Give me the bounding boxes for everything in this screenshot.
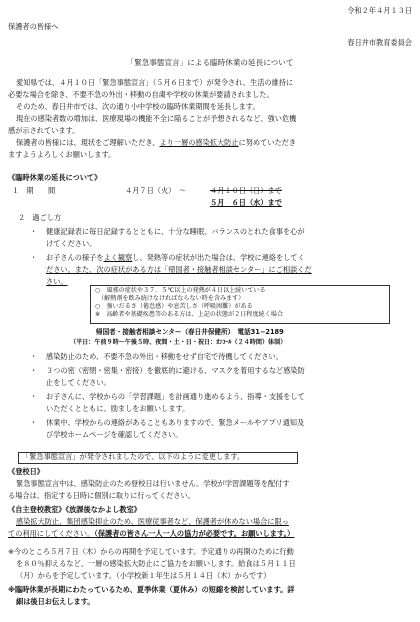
- list-item: 感染防止のため、不要不急の外出・移動をせず自宅で待機してください。: [46, 352, 283, 361]
- list-item: ３つの密（密閉・密集・密接）を徹底的に避ける、マスクを着用するなど感染防: [46, 366, 305, 375]
- emphasis-text: より一層の感染拡大防止: [159, 138, 239, 147]
- note-line: ※臨時休業が長期にわたっているため、夏季休業（夏休み）の短縮を検討しています。詳: [8, 585, 295, 594]
- list-item: けてください。: [46, 239, 97, 248]
- intro-line: そのため、春日井市では、次の通り小中学校の臨時休業期間を延長します。: [16, 102, 260, 111]
- sender: 春日井市教育委員会: [347, 38, 412, 47]
- list-item: いただくとともに、励ましをお願いします。: [46, 404, 190, 413]
- list-item: 健康記録表に毎日記録するとともに、十分な睡眠、バランスのとれた食事を心が: [46, 227, 305, 236]
- selfstudy-heading: 《自主登校教室》《放課後なかよし教室》: [8, 505, 141, 514]
- consultation-hours: （平日：午前９時〜午後５時、夜間・土・日・祝日：ｵﾝｺｰﾙ（２４時間）体制）: [70, 339, 287, 346]
- note-line: ※今のところ５月７日（木）からの再開を予定しています。予定通りの再開のために行動: [8, 547, 294, 556]
- intro-line: 保護者の皆様には、現状をご理解いただき、より一層の感染拡大防止に努めていただき: [16, 138, 297, 147]
- symptom-line: （解熱剤を飲み続けなければならない時を含みます）: [95, 295, 245, 303]
- symptoms-box: [90, 285, 390, 324]
- selfstudy-text: ての利用にしてください。（保護者の皆さん一人一人の協力が必要です。お願いします。）: [8, 529, 295, 538]
- bullet: ・: [30, 392, 38, 401]
- issue-date: 令和２年４月１３日: [347, 6, 412, 15]
- attendance-text: る場合は、指定する日時に個別に取りに行ってください。: [8, 491, 195, 500]
- bullet: ・: [30, 227, 38, 236]
- attendance-text: 緊急事態宣言中は、感染防止のため登校日は行いません。学校が学習課題等を配付す: [16, 479, 290, 488]
- list-item: お子さんに、学校からの「学習課題」を計画通り進めるよう、指導・支援をして: [46, 392, 305, 401]
- symptom-line: ○ 風邪の症状や３７．５℃以上の発熱が４日以上続いている: [95, 287, 266, 294]
- intro-line: 感が示されています。: [8, 126, 80, 135]
- how-label: ２ 過ごし方: [18, 213, 62, 222]
- document-title: 「緊急事態宣言」による臨時休業の延長について: [126, 58, 294, 67]
- declaration-text: 「緊急事態宣言」が発令されましたので、以下のように変更します。: [22, 452, 245, 461]
- symptom-line: ○ 強いだるさ（倦怠感）や息苦しさ（呼吸困難）がある: [95, 303, 253, 311]
- intro-line: 必要な場合を除き、不要不急の外出・移動の自粛や学校の休業が要請されました。: [8, 90, 274, 99]
- bullet: ・: [30, 352, 38, 361]
- selfstudy-text: 感染拡大防止、集団感染抑止のため、医療従事者など、保護者が休めない場合に限っ: [16, 517, 289, 526]
- intro-line: ますようよろしくお願いします。: [8, 150, 116, 159]
- bullet: ・: [30, 418, 38, 427]
- period-new-end: ５月 ６日（水）まで: [210, 198, 282, 207]
- period-label: １ 期 間: [12, 186, 56, 195]
- list-item: お子さんの様子をよく観察し、発熱等の症状が出た場合は、学校に連絡をしてく: [46, 253, 305, 262]
- list-item: 止をしてください。: [46, 378, 111, 387]
- intro-line: 現在の感染者数の増加は、医療現場の機能不全に陥ることが予想されるなど、強い危機: [16, 114, 297, 123]
- intro-line: 愛知県では、４月１０日「緊急事態宣言」（５月６日まで）が発令され、生活の維持に: [16, 78, 294, 87]
- bullet: ・: [30, 253, 38, 262]
- symptom-line: ※ 高齢者や基礎疾患等のある方は、上記の状態が２日程度続く場合: [95, 311, 283, 319]
- note-line: を８０％抑えるなど、一層の感染拡大防止にご協力をお願いします。給食は５月１１日: [16, 559, 296, 568]
- consultation-center: 帰国者・接触者相談センター（春日井保健所） 電話31−2189: [96, 328, 284, 336]
- period-start: ４月７日（火） 〜: [125, 186, 187, 195]
- period-old-end: ４月１０日（日）まで: [210, 186, 282, 195]
- list-item: さい。: [46, 277, 68, 286]
- note-line: （月）からを予定しています。（小学校新１年生は５月１４日（木）からです）: [16, 571, 271, 580]
- list-item: 休業中、学校からの連絡があることもありますので、緊急メールやアプリ通知及: [46, 418, 305, 427]
- list-item: び学校ホームページを確認してください。: [46, 430, 183, 439]
- bullet: ・: [30, 366, 38, 375]
- section-heading: 《臨時休業の延長について》: [8, 173, 102, 182]
- list-item: ださい。また、次の症状がある方は「帰国者・接触者相談センター」にご相談くだ: [46, 265, 312, 274]
- addressee: 保護者の皆様へ: [8, 22, 59, 31]
- note-line: 細は後日お伝えします。: [16, 597, 95, 606]
- attendance-heading: 《登校日》: [8, 467, 44, 476]
